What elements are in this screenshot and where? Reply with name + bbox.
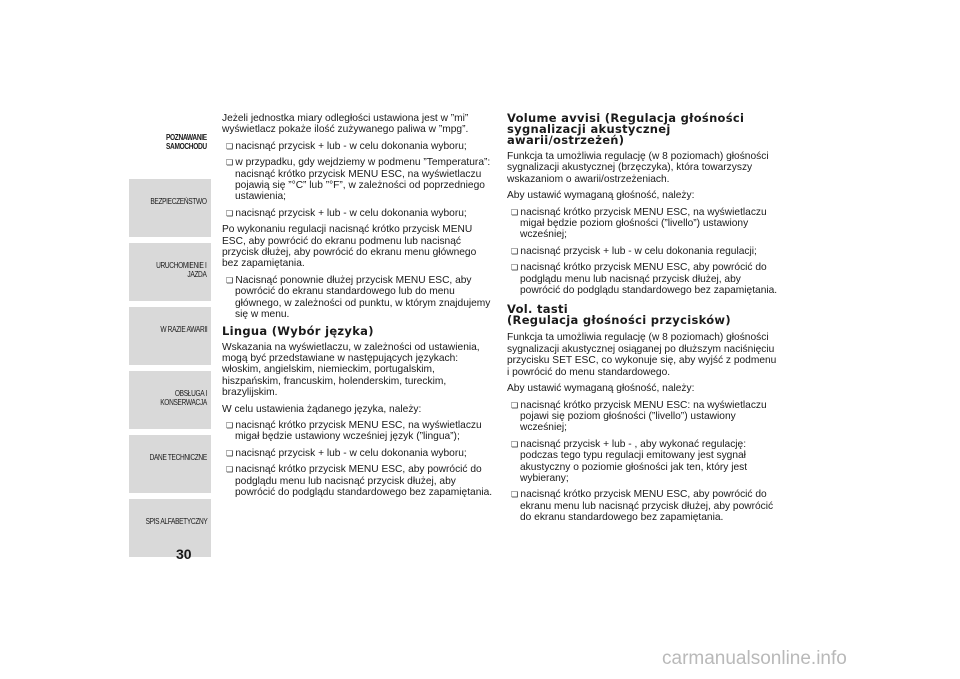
tab-label: DANE TECHNICZNE [149,453,207,462]
watermark: carmanualsonline.info [662,648,847,669]
bullet-item: ❏ nacisnąć przycisk + lub - w celu dokonania wyboru; [222,208,494,219]
tab-poznawanie-samochodu[interactable] [129,115,211,173]
section-heading-volume-avvisi: Volume avvisi (Regulacja głośności sygnalizacji akustycznej awarii/ostrzeżeń) [507,111,745,147]
paragraph: Po wykonaniu regulacji nacisnąć krótko przycisk MENU ESC, aby powrócić do ekranu podmenu lub nacisnąć przycisk dłużej, aby powrócić do ekranu menu głównego bez zapamiętania. [222,224,477,270]
paragraph: Aby ustawić wymaganą głośność, należy: [507,190,695,202]
page-number: 30 [176,546,192,562]
tab-label: URUCHOMIENIE I JAZDA [156,261,207,279]
tab-label: BEZPIECZEŃSTWO [150,197,207,206]
paragraph: Funkcja ta umożliwia regulację (w 8 poziomach) głośności sygnalizacji akustycznej (brzęczyka), która towarzyszy wskazaniom o awarii/ostrzeżeniach. [507,151,769,185]
tab-label: OBSŁUGA I KONSERWACJA [160,389,207,407]
tab-uruchomienie-i-jazda[interactable] [129,243,211,301]
tab-dane-techniczne[interactable] [129,435,211,493]
section-subheading-vol-tasti: (Regulacja głośności przycisków) [507,313,731,328]
tab-obsluga-i-konserwacja[interactable] [129,371,211,429]
bullet-item: ❏ Nacisnąć ponownie dłużej przycisk MENU ESC, aby powrócić do ekranu standardowego lub do menu głównego, w zależności od punktu, w którym znajdujemy się w menu. [222,275,494,321]
bullet-item: ❏ nacisnąć krótko przycisk MENU ESC, na wyświetlaczu migał będzie poziom głośności (”livello”) ustawiony wcześniej; [507,207,779,241]
bullet-item: ❏ nacisnąć krótko przycisk MENU ESC, aby powrócić do podglądu menu lub nacisnąć przycisk dłużej, aby powrócić do podglądu standardowego bez zapamiętania. [507,262,779,296]
right-column [507,113,779,529]
bullet-item: ❏ nacisnąć przycisk + lub - w celu dokonania wyboru; [222,448,494,459]
section-heading-lingua: Lingua (Wybór języka) [222,323,374,338]
tab-spis-alfabetyczny[interactable] [129,499,211,557]
bullet-item: ❏ nacisnąć krótko przycisk MENU ESC: na wyświetlaczu pojawi się poziom głośności (”livello”) ustawiony wcześniej; [507,400,779,434]
tab-label: POZNAWANIE SAMOCHODU [166,133,207,151]
tab-bezpieczenstwo[interactable] [129,179,211,237]
paragraph: Wskazania na wyświetlaczu, w zależności od ustawienia, mogą być przedstawiane w następujących językach: włoskim, angielskim, niemieckim, portugalskim, hiszpańskim, francuskim, holenderskim, tureckim, brazylijskim. [222,341,480,399]
bullet-item: ❏ nacisnąć przycisk + lub - , aby wykonać regulację: podczas tego typu regulacji emitowany jest sygnał akustyczny o poziomie głośności jak ten, który jest wybierany; [507,439,779,485]
paragraph: W celu ustawienia żądanego języka, należy: [222,403,422,415]
paragraph: Aby ustawić wymaganą głośność, należy: [507,383,695,395]
section-heading-vol-tasti: Vol. tasti [507,302,569,317]
tab-label: SPIS ALFABETYCZNY [145,517,207,526]
bullet-item: ❏ nacisnąć krótko przycisk MENU ESC, na wyświetlaczu migał będzie ustawiony wcześniej język (”lingua”); [222,420,494,443]
tab-w-razie-awarii[interactable] [129,307,211,365]
paragraph: Jeżeli jednostka miary odległości ustawiona jest w ”mi” wyświetlacz pokaże ilość zużywanego paliwa w ”mpg”. [222,113,469,136]
tab-label: W RAZIE AWARII [159,325,207,334]
left-column [222,113,494,503]
paragraph: Funkcja ta umożliwia regulację (w 8 poziomach) głośności sygnalizacji akustycznej osiąganej po dłuższym naciśnięciu przycisku SET ESC, co wykonuje się, aby wyjść z podmenu i powrócić do menu standardowego. [507,332,777,378]
bullet-item: ❏ nacisnąć przycisk + lub - w celu dokonania regulacji; [507,246,779,257]
bullet-item: ❏ nacisnąć przycisk + lub - w celu dokonania wyboru; [222,141,494,152]
bullet-item: ❏ nacisnąć krótko przycisk MENU ESC, aby powrócić do ekranu menu lub nacisnąć przycisk dłużej, aby powrócić do ekranu standardowego bez zapamiętania. [507,489,779,523]
bullet-item: ❏ nacisnąć krótko przycisk MENU ESC, aby powrócić do podglądu menu lub nacisnąć przycisk dłużej, aby powrócić do podglądu standardowego bez zapamiętania. [222,464,494,498]
bullet-item: ❏ w przypadku, gdy wejdziemy w podmenu ”Temperatura”: nacisnąć krótko przycisk MENU ESC, na wyświetlaczu pojawią się ”°C” lub ”°F”, w zależności od poprzedniego ustawienia; [222,157,494,203]
chapter-tabs [129,115,211,563]
